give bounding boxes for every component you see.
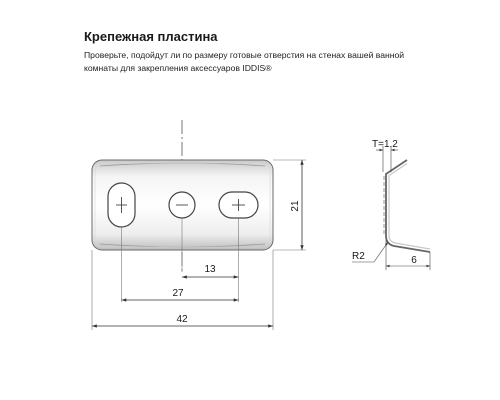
- page-description: Проверьте, подойдут ли по размеру готовые отверстия на стенах вашей ванной комнаты для закрепления аксессуаров IDDIS®: [84, 50, 405, 73]
- dim-hole-spacing: 13: [204, 264, 216, 275]
- dim-flange-width: 6: [411, 255, 417, 266]
- dim-outer-hole-span: 27: [172, 288, 184, 299]
- dim-plate-height: 21: [290, 200, 301, 212]
- side-profile: [384, 160, 430, 252]
- dim-thickness: T=1.2: [372, 139, 398, 150]
- page-title: Крепежная пластина: [84, 29, 218, 44]
- dim-plate-length: 42: [176, 314, 188, 325]
- dim-bend-radius: R2: [352, 251, 365, 262]
